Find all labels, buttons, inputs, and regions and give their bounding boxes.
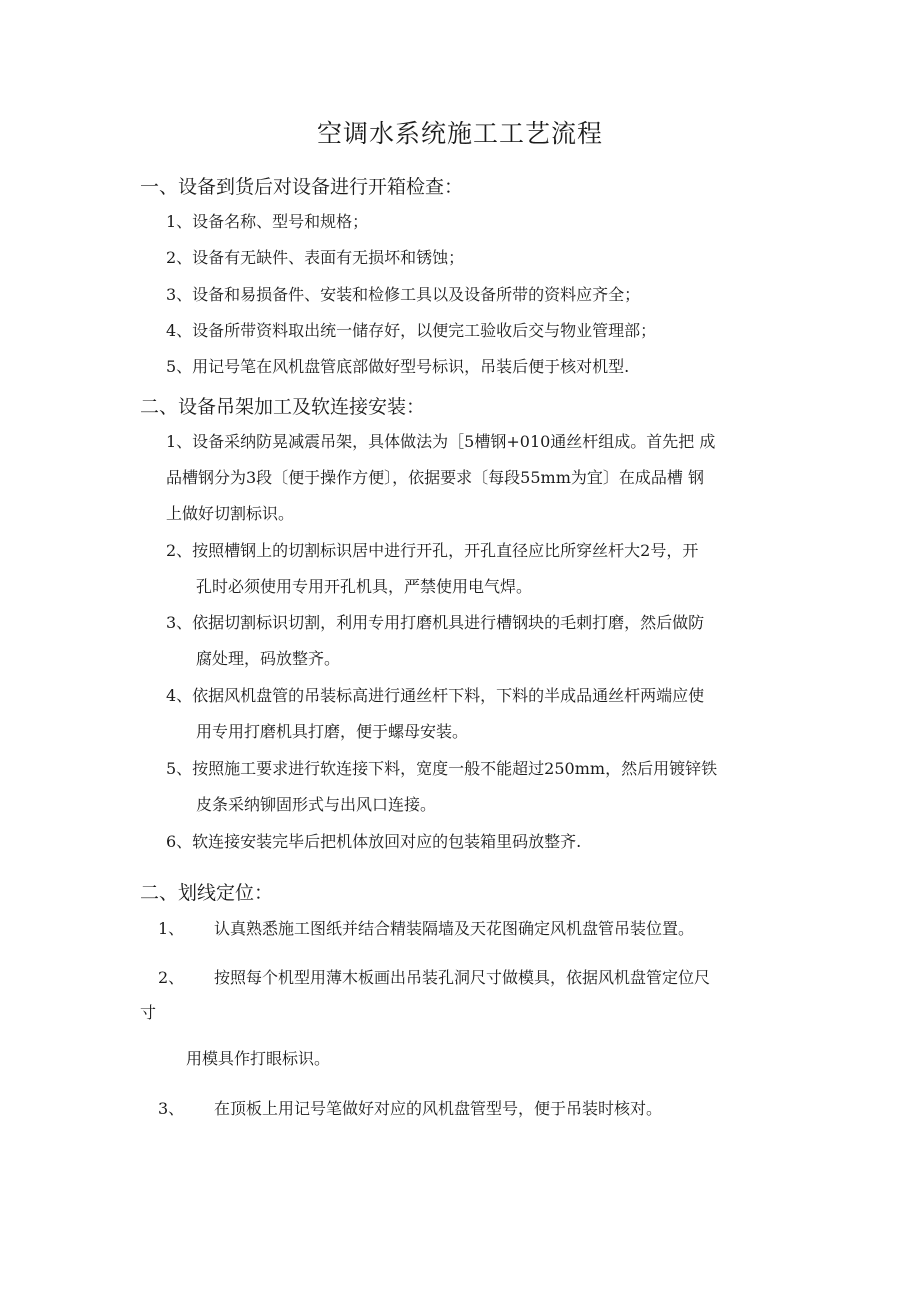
section-2-item-5-line-1: 5、按照施工要求进行软连接下料，宽度一般不能超过250mm，然后用镀锌铁 <box>166 759 718 778</box>
section-1-item-3: 3、设备和易损备件、安装和检修工具以及设备所带的资料应齐全； <box>166 285 641 304</box>
section-3-item-1-text: 认真熟悉施工图纸并结合精装隔墙及天花图确定风机盘管吊装位置。 <box>214 919 695 938</box>
section-2-heading: 二、设备吊架加工及软连接安装： <box>140 396 426 418</box>
section-1-item-5: 5、用记号笔在风机盘管底部做好型号标识，吊装后便于核对机型. <box>166 357 630 376</box>
section-2-item-2-line-1: 2、按照槽钢上的切割标识居中进行开孔，开孔直径应比所穿丝杆大2号，开 <box>166 541 699 560</box>
section-3-item-2-wrap: 寸 <box>140 1003 157 1022</box>
section-1-item-4: 4、设备所带资料取出统一储存好，以便完工验收后交与物业管理部； <box>166 321 657 340</box>
section-2-item-1-line-2: 品槽钢分为3段〔便于操作方便〕，依据要求〔每段55mm为宜〕在成品槽 钢 <box>166 468 704 487</box>
section-3-item-1-number: 1、 <box>158 919 185 938</box>
section-1-item-2: 2、设备有无缺件、表面有无损坏和锈蚀； <box>166 248 465 267</box>
section-2-item-4-line-2: 用专用打磨机具打磨，便于螺母安装。 <box>196 722 469 741</box>
section-3-item-3-number: 3、 <box>158 1099 185 1118</box>
section-2-item-1-line-3: 上做好切割标识。 <box>166 504 295 523</box>
section-3-heading: 二、划线定位： <box>140 882 274 904</box>
section-3-item-3-text: 在顶板上用记号笔做好对应的风机盘管型号，便于吊装时核对。 <box>214 1099 663 1118</box>
section-1-heading: 一、设备到货后对设备进行开箱检查： <box>140 176 464 198</box>
section-2-item-3-line-1: 3、依据切割标识切割，利用专用打磨机具进行槽钢块的毛刺打磨，然后做防 <box>166 613 705 632</box>
section-3-item-2-number: 2、 <box>158 968 185 987</box>
section-2-item-4-line-1: 4、依据风机盘管的吊装标高进行通丝杆下料，下料的半成品通丝杆两端应使 <box>166 686 705 705</box>
section-3-item-2-text: 按照每个机型用薄木板画出吊装孔洞尺寸做模具，依据风机盘管定位尺 <box>214 968 711 987</box>
section-2-item-3-line-2: 腐处理，码放整齐。 <box>196 649 341 668</box>
section-2-item-5-line-2: 皮条采纳铆固形式与出风口连接。 <box>196 795 437 814</box>
section-3-item-2-continuation: 用模具作打眼标识。 <box>186 1049 331 1068</box>
section-2-item-1-line-1: 1、设备采纳防晃减震吊架，具体做法为［5槽钢+010通丝杆组成。首先把 成 <box>166 432 716 451</box>
document-title: 空调水系统施工工艺流程 <box>316 119 603 148</box>
section-2-item-6-line-1: 6、软连接安装完毕后把机体放回对应的包装箱里码放整齐. <box>166 832 582 851</box>
section-2-item-2-line-2: 孔时必须使用专用开孔机具，严禁使用电气焊。 <box>196 577 533 596</box>
section-1-item-1: 1、设备名称、型号和规格； <box>166 212 369 231</box>
